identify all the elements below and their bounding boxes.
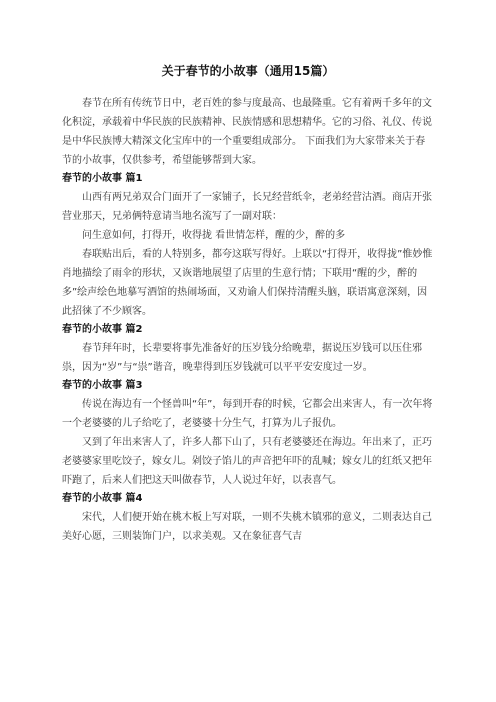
story-heading-3: 春节的小故事 篇3 (62, 380, 143, 391)
story-heading-2: 春节的小故事 篇2 (62, 324, 143, 335)
story-heading-4: 春节的小故事 篇4 (62, 493, 143, 504)
story-1-paragraph: 春联贴出后，看的人特别多，都夸这联写得好。上联以“打得开，收得拢”惟妙惟肖地描绘了雨伞的形状，又诙谐地展望了店里的生意行情；下联用“醒的少，醉的多”绘声绘色地摹写酒馆的热闹场面，又劝谕人们保持清醒头脑，联语寓意深刻，因此招徕了不少顾客。 (62, 249, 433, 317)
story-1-couplet: 问生意如何，打得开，收得拢 看世情怎样，醒的少，醉的多 (82, 230, 346, 241)
document-title: 关于春节的小故事（通用15篇） (161, 64, 335, 78)
story-1-paragraph: 山西有两兄弟双合门面开了一家铺子，长兄经营纸伞，老弟经营沽酒。商店开张营业那天，兄弟俩特意请当地名流写了一副对联： (62, 192, 432, 222)
story-3-paragraph: 又到了年出来害人了，许多人都下山了，只有老婆婆还在海边。年出来了，正巧老婆婆家里吃饺子，嫁女儿。剁饺子馅儿的声音把年吓的乱喊；嫁女儿的红纸又把年吓跑了，后来人们把这天叫做春节，人人说过年好，以表喜气。 (62, 437, 432, 486)
story-heading-1: 春节的小故事 篇1 (62, 173, 143, 184)
story-4-paragraph: 宋代，人们便开始在桃木板上写对联，一则不失桃木镇邪的意义，二则表达自己美好心愿，三则装饰门户，以求美观。又在象征喜气吉 (62, 512, 432, 542)
intro-paragraph: 春节在所有传统节日中，老百姓的参与度最高、也最隆重。它有着两千多年的文化积淀，承载着中华民族的民族精神、民族情感和思想精华。它的习俗、礼仪、传说是中华民族博大精深文化宝库中的一个重要组成部分。 下面我们为大家带来关于春节的小故事，仅供参考，希望能够帮到大家。 (62, 98, 432, 166)
story-3-paragraph: 传说在海边有一个怪兽叫“年”，每到开春的时候，它都会出来害人，有一次年将一个老婆婆的儿子给吃了，老婆婆十分生气，打算为儿子报仇。 (62, 399, 433, 429)
story-2-paragraph: 春节拜年时，长辈要将事先准备好的压岁钱分给晚辈，据说压岁钱可以压住邪祟，因为“岁”与“祟”谐音，晚辈得到压岁钱就可以平平安安度过一岁。 (62, 343, 422, 373)
